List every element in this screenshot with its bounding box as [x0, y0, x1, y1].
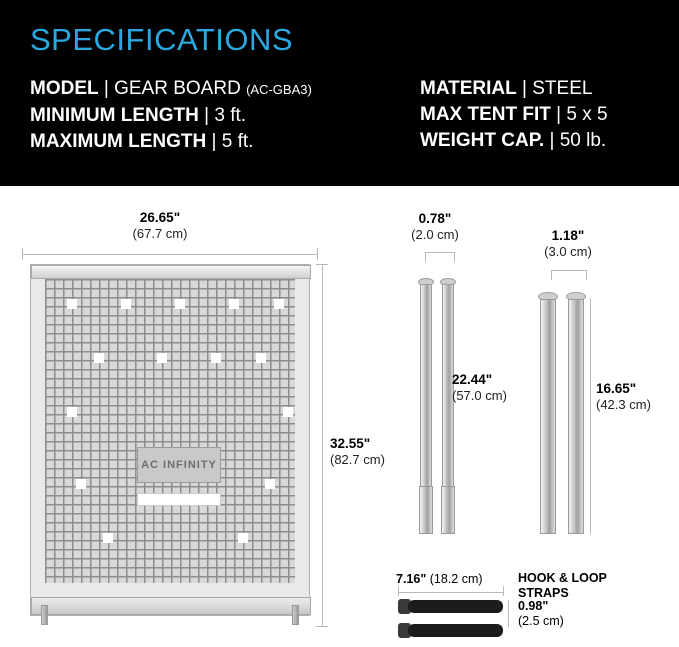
left-pole-width-guide [425, 252, 455, 253]
board-accessory-bar [137, 493, 221, 506]
spec-sub: (AC-GBA3) [246, 82, 312, 97]
board-bottom-rail [31, 597, 311, 615]
right-pole-length-dimension [596, 381, 676, 413]
right-pole-width-tick-left [551, 270, 552, 280]
spec-column-right [420, 76, 608, 154]
page-title: SPECIFICATIONS [30, 22, 294, 57]
strap-name-label [518, 571, 607, 601]
specifications-header [0, 0, 679, 186]
board-width-inches: 26.65" [139, 210, 181, 225]
spec-key: MATERIAL [420, 78, 517, 99]
strap-length-tick-left [398, 586, 399, 596]
spec-key: MAXIMUM LENGTH [30, 131, 207, 152]
spec-value: 50 lb. [559, 130, 607, 151]
board-width-tick-left [22, 248, 23, 260]
board-height-dimension [330, 436, 410, 468]
right-pole-width-inches: 1.18" [551, 228, 585, 243]
board-hole [103, 533, 113, 543]
right-pole-length-guide [590, 298, 591, 534]
spec-row-max-tent-fit [420, 102, 608, 128]
spec-key: WEIGHT CAP. [420, 130, 545, 151]
spec-value: 5 x 5 [566, 104, 608, 125]
hook-loop-strap-bottom [408, 624, 503, 637]
right-pole-b [568, 299, 584, 534]
strap-width-dimension [518, 599, 564, 629]
spec-separator: | [103, 78, 109, 99]
strap-name-line1: HOOK & LOOP [518, 571, 607, 585]
board-hole [274, 299, 284, 309]
strap-width-guide [508, 600, 509, 627]
spec-row-weight-cap [420, 128, 608, 154]
board-height-cm: (82.7 cm) [330, 452, 385, 467]
hook-loop-strap-top [408, 600, 503, 613]
spec-row-minimum-length [30, 103, 312, 129]
board-width-cm: (67.7 cm) [132, 226, 188, 241]
left-pole-width-cm: (2.0 cm) [411, 227, 459, 242]
left-pole-length-cm: (57.0 cm) [452, 388, 507, 403]
brand-logo-text: AC INFINITY [141, 459, 217, 471]
spec-row-model [30, 76, 312, 103]
board-height-tick-top [316, 264, 328, 265]
left-pole-length-dimension [452, 372, 532, 404]
left-pole-width-tick-right [454, 252, 455, 262]
board-hole [157, 353, 167, 363]
right-pole-width-cm: (3.0 cm) [544, 244, 592, 259]
board-hole [121, 299, 131, 309]
product-dimension-diagram [0, 186, 679, 647]
spec-value: 5 ft. [221, 131, 254, 152]
spec-value: STEEL [532, 78, 593, 99]
left-pole-length-guide [446, 282, 447, 534]
board-hole [211, 353, 221, 363]
board-hole [229, 299, 239, 309]
right-pole-width-dimension [518, 228, 618, 260]
right-pole-length-cm: (42.3 cm) [596, 397, 651, 412]
brand-logo-plate [137, 447, 221, 483]
left-pole-width-inches: 0.78" [418, 211, 452, 226]
board-hole [67, 407, 77, 417]
board-hole [76, 479, 86, 489]
board-frame [30, 264, 310, 616]
strap-length-tick-right [503, 586, 504, 596]
strap-length-guide [398, 592, 504, 593]
left-pole-width-dimension [385, 211, 485, 243]
right-pole-width-tick-right [586, 270, 587, 280]
left-pole-b-lower [441, 486, 455, 534]
board-hole [175, 299, 185, 309]
strap-width-cm: (2.5 cm) [518, 614, 564, 628]
board-hole [256, 353, 266, 363]
strap-length-dimension [396, 572, 483, 587]
board-hole [238, 533, 248, 543]
board-width-tick-right [317, 248, 318, 260]
strap-length-inches: 7.16" [396, 572, 427, 586]
board-top-rail [31, 265, 311, 279]
board-mesh-grid [45, 279, 295, 583]
board-hole [67, 299, 77, 309]
spec-column-left [30, 76, 312, 155]
spec-separator: | [549, 130, 555, 151]
left-pole-width-tick-left [425, 252, 426, 262]
strap-width-inches: 0.98" [518, 599, 549, 613]
strap-length-cm: (18.2 cm) [429, 572, 483, 586]
spec-separator: | [556, 104, 562, 125]
board-hole [265, 479, 275, 489]
board-height-guide [322, 264, 323, 626]
spec-key: MINIMUM LENGTH [30, 105, 199, 126]
board-height-tick-bottom [316, 626, 328, 627]
board-leg-right [292, 605, 299, 625]
board-hole [94, 353, 104, 363]
right-pole-length-inches: 16.65" [596, 381, 637, 396]
spec-key: MAX TENT FIT [420, 104, 551, 125]
board-hole [283, 407, 293, 417]
right-pole-width-guide [551, 270, 587, 271]
strap-name-line2: STRAPS [518, 586, 569, 600]
right-pole-a [540, 299, 556, 534]
board-height-inches: 32.55" [330, 436, 371, 451]
left-pole-a-lower [419, 486, 433, 534]
spec-separator: | [211, 131, 217, 152]
board-width-dimension [100, 210, 220, 242]
board-width-guide [22, 254, 318, 255]
spec-separator: | [522, 78, 527, 99]
spec-separator: | [204, 105, 210, 126]
board-leg-left [41, 605, 48, 625]
spec-row-maximum-length [30, 129, 312, 155]
left-pole-length-inches: 22.44" [452, 372, 493, 387]
spec-value: 3 ft. [214, 105, 247, 126]
spec-row-material [420, 76, 608, 102]
spec-key: MODEL [30, 78, 99, 99]
spec-value: GEAR BOARD [114, 78, 241, 99]
gear-board-illustration [22, 264, 318, 626]
